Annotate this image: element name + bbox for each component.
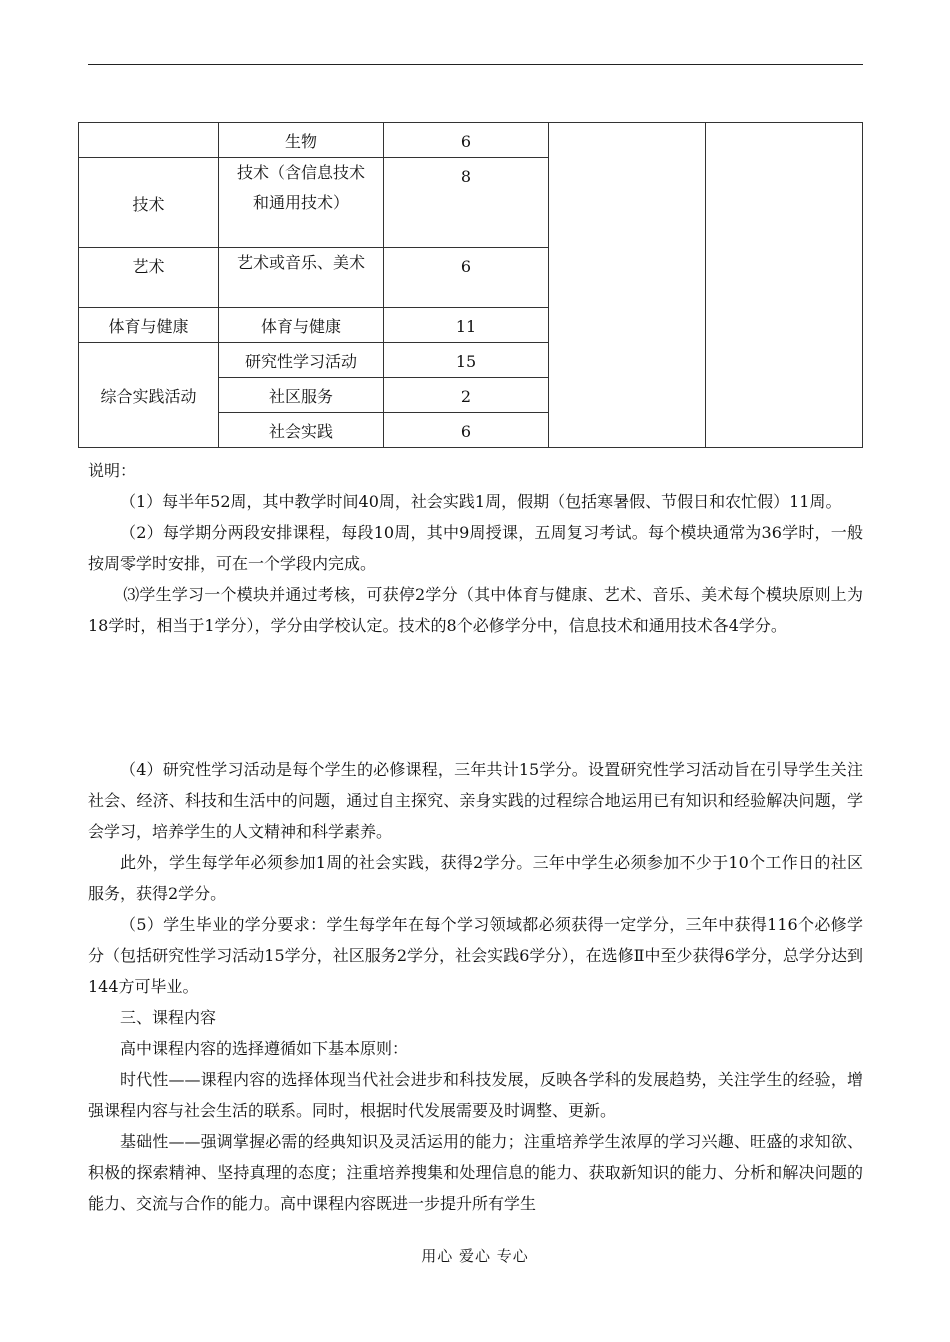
- notes-heading: 说明：: [88, 461, 137, 480]
- area-cell: 综合实践活动: [79, 343, 219, 448]
- note-paragraph-3: ⑶学生学习一个模块并通过考核，可获停2学分（其中体育与健康、艺术、音乐、美术每个模块原则上为18学时，相当于1学分），学分由学校认定。技术的8个必修学分中，信息技术和通用技术各4学分。: [88, 585, 863, 635]
- area-cell: [79, 123, 219, 158]
- note-paragraph-1: （1）每半年52周，其中教学时间40周，社会实践1周，假期（包括寒暑假、节假日和农忙假）11周。: [120, 492, 842, 511]
- subject-cell: 生物: [219, 123, 384, 158]
- body-paragraph-basics: 基础性——强调掌握必需的经典知识及灵活运用的能力；注重培养学生浓厚的学习兴趣、旺盛的求知欲、积极的探索精神、坚持真理的态度；注重培养搜集和处理信息的能力、获取新知识的能力、分析和解决问题的能力、交流与合作的能力。高中课程内容既进一步提升所有学生: [88, 1132, 863, 1213]
- credits-cell: 6: [384, 123, 549, 158]
- credit-table: [78, 122, 863, 448]
- note-paragraph-5: 此外，学生每学年必须参加1周的社会实践，获得2学分。三年中学生必须参加不少于10个工作日的社区服务，获得2学分。: [88, 853, 863, 903]
- credits-cell: 11: [384, 308, 549, 343]
- subject-cell: 艺术或音乐、美术: [219, 248, 384, 308]
- subject-cell: 研究性学习活动: [219, 343, 384, 378]
- section-heading: 三、课程内容: [120, 1008, 217, 1027]
- note-paragraph-4: （4）研究性学习活动是每个学生的必修课程，三年共计15学分。设置研究性学习活动旨在引导学生关注社会、经济、科技和生活中的问题，通过自主探究、亲身实践的过程综合地运用已有知识和经验解决问题，学会学习，培养学生的人文精神和科学素养。: [88, 760, 863, 841]
- body-paragraph-principles: 高中课程内容的选择遵循如下基本原则：: [120, 1039, 409, 1058]
- note-paragraph-2: （2）每学期分两段安排课程，每段10周，其中9周授课，五周复习考试。每个模块通常为36学时，一般按周零学时安排，可在一个学段内完成。: [88, 523, 863, 573]
- note-paragraph-6: （5）学生毕业的学分要求：学生每学年在每个学习领域都必须获得一定学分，三年中获得116个必修学分（包括研究性学习活动15学分，社区服务2学分，社会实践6学分），在选修Ⅱ中至少获得6学分，总学分达到144方可毕业。: [88, 915, 863, 996]
- subject-cell: 技术（含信息技术和通用技术）: [219, 158, 384, 248]
- area-cell: 技术: [79, 158, 219, 248]
- header-rule: [88, 64, 863, 65]
- subject-cell: 社区服务: [219, 378, 384, 413]
- credits-cell: 6: [384, 413, 549, 448]
- area-cell: 体育与健康: [79, 308, 219, 343]
- blank-column-1: [549, 123, 706, 448]
- body-paragraph-timeliness: 时代性——课程内容的选择体现当代社会进步和科技发展，反映各学科的发展趋势，关注学生的经验，增强课程内容与社会生活的联系。同时，根据时代发展需要及时调整、更新。: [88, 1070, 863, 1120]
- credits-cell: 2: [384, 378, 549, 413]
- notes-block-2: [88, 754, 863, 1219]
- subject-cell: 体育与健康: [219, 308, 384, 343]
- area-cell: 艺术: [79, 248, 219, 308]
- subject-cell: 社会实践: [219, 413, 384, 448]
- credits-cell: 6: [384, 248, 549, 308]
- credits-cell: 8: [384, 158, 549, 248]
- blank-column-2: [706, 123, 863, 448]
- table-row: [79, 123, 863, 158]
- page-footer: 用心 爱心 专心: [421, 1247, 529, 1265]
- notes-block-1: [88, 455, 863, 641]
- credits-cell: 15: [384, 343, 549, 378]
